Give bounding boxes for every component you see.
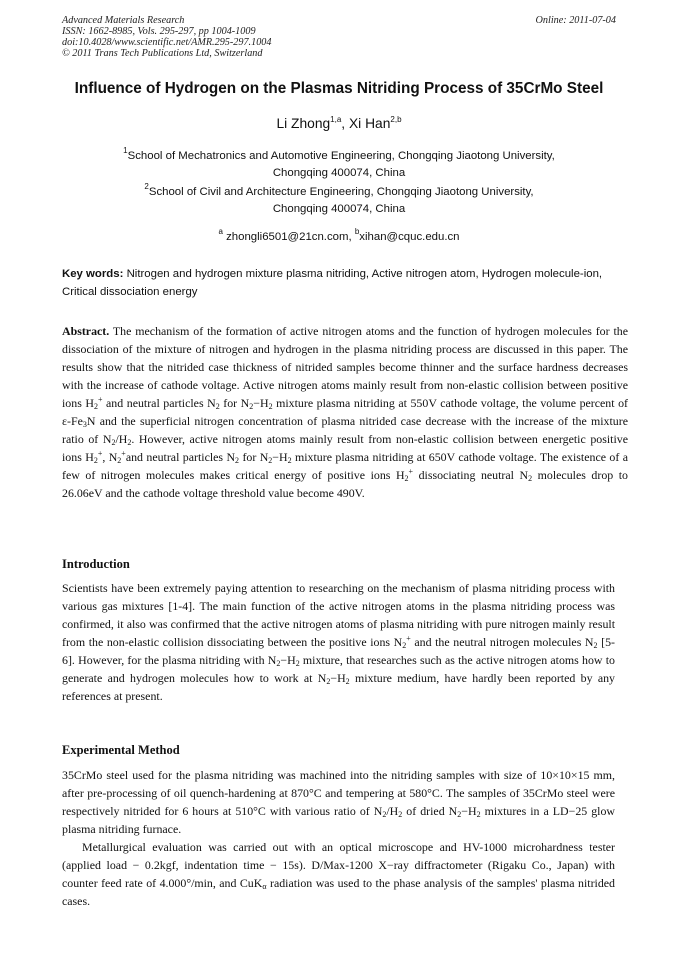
affiliation-text: School of Civil and Architecture Engineering, Chongqing Jiaotong University, [148, 186, 534, 198]
body-text: and the neutral nitrogen molecules N [410, 635, 594, 649]
affiliation-mark: 1 [123, 146, 128, 155]
abstract-text: molecules drop to 26.06eV and the cathode voltage threshold value become 490V. [62, 468, 629, 500]
subscript: 2 [93, 402, 98, 411]
keywords [62, 265, 622, 301]
abstract-text: for N [239, 450, 269, 464]
subscript: 2 [249, 402, 254, 411]
introduction-body [62, 579, 615, 705]
copyright-line: © 2011 Trans Tech Publications Ltd, Switzerland [62, 48, 263, 59]
subscript: 2 [528, 474, 533, 483]
subscript: 2 [476, 810, 481, 819]
affiliation-2 [40, 184, 638, 218]
abstract [62, 322, 628, 502]
affiliation-text: School of Mechatronics and Automotive Engineering, Chongqing Jiaotong University, [127, 150, 555, 162]
affiliation-1 [40, 148, 638, 182]
subscript: 2 [398, 810, 403, 819]
abstract-label: Abstract. [62, 324, 110, 338]
author-emails: $^a$ zhongli6501@21cn.com, $^b$xihan@cquc.edu.cn [218, 227, 460, 243]
author-separator: , [341, 116, 349, 131]
abstract-text: and neutral particles N [125, 450, 236, 464]
issn-line: ISSN: 1662-8985, Vols. 295-297, pp 1004-1009 [62, 26, 256, 37]
subscript: 2 [268, 402, 273, 411]
subscript: 2 [345, 677, 350, 686]
body-text: radiation was used to the phase analysis of the samples' plasma nitrided cases. [62, 876, 615, 908]
body-text: of dried N [402, 804, 458, 818]
journal-header [62, 15, 616, 59]
abstract-text: mixture plasma nitriding at 550V cathode voltage, the volume percent of ε-Fe [62, 396, 629, 428]
subscript: 2 [117, 456, 122, 465]
abstract-text: −H [253, 396, 269, 410]
abstract-text: . However, active nitrogen atoms mainly result from non-elastic collision between energetic positive ions H [62, 432, 628, 464]
author-list [40, 115, 638, 133]
abstract-text: −H [272, 450, 288, 464]
abstract-text: mixture plasma nitriding at 650V cathode voltage. The existence of a few of nitrogen molecules makes critical energy of positive ions H [62, 450, 628, 482]
abstract-text: , N [102, 450, 118, 464]
email-link[interactable]: xihan@cquc.edu.cn [359, 231, 460, 243]
subscript: 2 [457, 810, 462, 819]
superscript: + [406, 634, 411, 643]
subscript: α [262, 882, 267, 891]
keywords-text: Nitrogen and hydrogen mixture plasma nitriding, Active nitrogen atom, Hydrogen molecule-ion, Critical dissociation energy [62, 268, 603, 298]
subscript: 2 [127, 438, 132, 447]
subscript: 2 [593, 641, 598, 650]
subscript: 3 [82, 420, 87, 429]
body-text: −H [280, 653, 296, 667]
subscript: 2 [382, 810, 387, 819]
body-text: [5-6]. However, for the plasma nitriding with N [62, 635, 616, 667]
experimental-body [62, 766, 615, 910]
superscript: + [97, 449, 103, 458]
subscript: 2 [326, 677, 331, 686]
subscript: 2 [404, 474, 409, 483]
body-text: Scientists have been extremely paying attention to researching on the mechanism of plasma nitriding process with various gas mixtures [1-4]. The main function of the active nitrogen atoms in the plasma nitriding process was confirmed, it also was confirmed that the active nitrogen atoms of plasma nitriding with pure nitrogen mainly result from the non-elastic collision dissociating between the positive ions N [62, 581, 615, 649]
abstract-text: The mechanism of the formation of active nitrogen atoms and the function of hydrogen molecules for the dissociation of the mixture of nitrogen and hydrogen in the plasma nitriding process are discussed in this paper. The results show that the nitrided case thickness of nitrided samples become thinner and the surface hardness decreases with the increase of cathode voltage. Active nitrogen atoms mainly result from non-elastic collision between positive ions H [62, 324, 628, 410]
subscript: 2 [111, 438, 116, 447]
superscript: + [121, 449, 126, 458]
abstract-text: /H [115, 432, 128, 446]
superscript: + [408, 467, 414, 476]
affiliation-text: Chongqing 400074, China [272, 167, 406, 179]
body-text: −H [330, 671, 346, 685]
author-affiliation-mark: 1,a [330, 115, 342, 124]
doi-line: doi:10.4028/www.scientific.net/AMR.295-297.1004 [62, 37, 272, 48]
superscript: + [97, 395, 103, 404]
affiliation-text: Chongqing 400074, China [272, 203, 406, 215]
subscript: 2 [93, 456, 98, 465]
body-text: Metallurgical evaluation was carried out with an optical microscope and HV-1000 microhardness tester (applied load − 0.2kgf, indentation time − 15s). D/Max-1200 X−ray diffractometer (Rigaku Co., Japan) with counter feed rate of 4.000°/min, and CuK [62, 840, 615, 890]
author-name: Xi Han [348, 116, 391, 131]
abstract-text: dissociating neutral N [413, 468, 529, 482]
journal-name: Advanced Materials Research [62, 15, 185, 26]
subscript: 2 [402, 641, 407, 650]
abstract-text: N and the superficial nitrogen concentration of plasma nitrided case decrease with the increase of the mixture ratio of N [62, 414, 628, 446]
email-link[interactable]: zhongli6501@21cn.com [226, 231, 349, 243]
author-name: Li Zhong [276, 116, 331, 131]
section-heading-experimental: Experimental Method [62, 743, 180, 757]
email-mark: b [354, 227, 360, 236]
subscript: 2 [276, 659, 281, 668]
body-text: mixture, that researches such as the active nitrogen atoms how to generate and hydrogen molecules how to work at N [62, 653, 615, 685]
body-text: /H [386, 804, 399, 818]
subscript: 2 [295, 659, 300, 668]
subscript: 2 [215, 402, 220, 411]
section-heading-introduction: Introduction [62, 557, 130, 571]
email-mark: a [218, 227, 223, 236]
body-text: mixture medium, have hardly been reported by any references at present. [62, 671, 615, 703]
body-text: 35CrMo steel used for the plasma nitriding was machined into the nitriding samples with size of 10×10×15 mm, after pre-processing of oil quench-hardening at 870°C and tempering at 580°C. The samples of 35CrMo steel were respectively nitrided for 6 hours at 510°C with various ratio of N [62, 768, 615, 818]
paper-title: Influence of Hydrogen on the Plasmas Nitriding Process of 35CrMo Steel [74, 80, 604, 97]
online-date: Online: 2011-07-04 [535, 15, 616, 26]
abstract-text: and neutral particles N [102, 396, 216, 410]
author-affiliation-mark: 2,b [390, 115, 402, 124]
subscript: 2 [287, 456, 292, 465]
body-text: −H [461, 804, 477, 818]
keywords-label: Key words: [62, 268, 124, 280]
affiliation-mark: 2 [144, 182, 149, 191]
subscript: 2 [268, 456, 273, 465]
abstract-text: for N [219, 396, 250, 410]
subscript: 2 [235, 456, 240, 465]
body-text: mixtures in a LD−25 glow plasma nitriding furnace. [62, 804, 616, 836]
